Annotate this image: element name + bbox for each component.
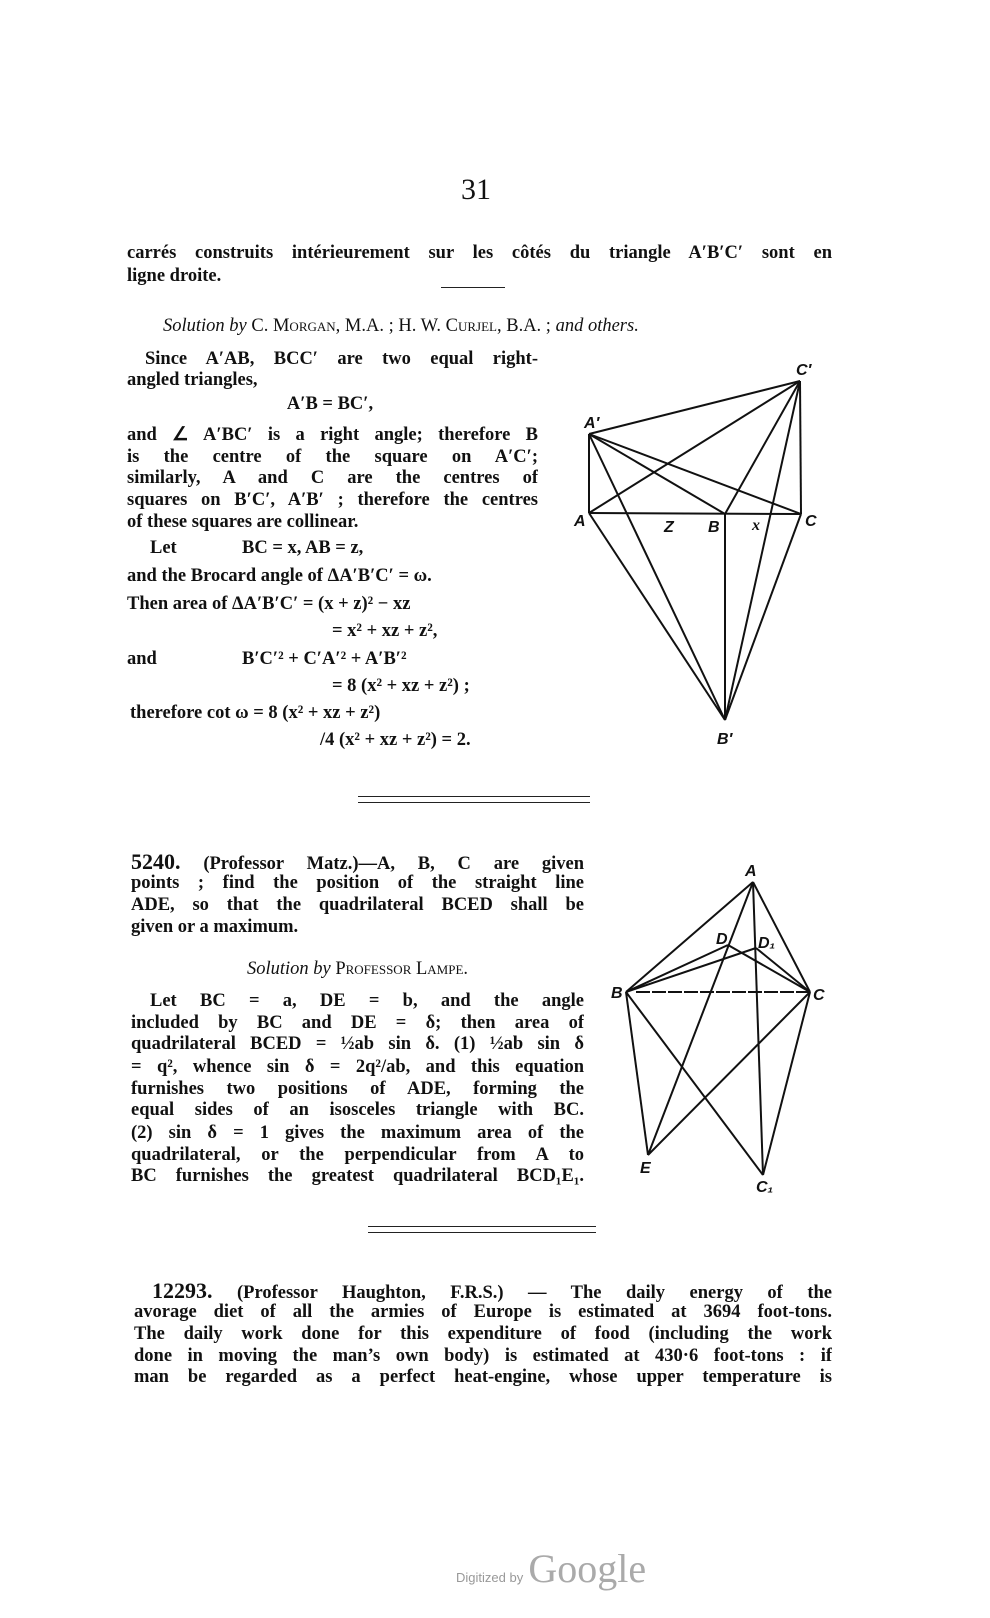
problem-line: man be regarded as a perfect heat-engine, whose upper temperature is: [134, 1367, 832, 1387]
problem-line: avorage diet of all the armies of Europe is estimated at 3694 foot-tons.: [134, 1302, 832, 1322]
text-line: of these squares are collinear.: [127, 512, 359, 532]
author: C. Morgan, M.A. ;: [251, 316, 394, 336]
problem-number: 12293.: [152, 1280, 213, 1302]
label-a-prime: A′: [584, 415, 600, 432]
label-a: A: [745, 863, 757, 880]
problem-line: given or a maximum.: [131, 917, 299, 937]
and-others: and others.: [555, 316, 639, 336]
problem-text: (Professor Haughton, F.R.S.) — The daily energy of the: [236, 1283, 832, 1302]
text-line: quadrilateral BCED = ½ab sin δ. (1) ½ab sin δ: [131, 1034, 584, 1054]
text-line: squares on B′C′, A′B′ ; therefore the centres: [127, 490, 538, 510]
page-number: 31: [461, 173, 491, 206]
digitized-by-text: Digitized by: [456, 1570, 524, 1585]
label-e: E: [640, 1160, 651, 1177]
problem-line: done in moving the man’s own body) is estimated at 430·6 foot-tons : if: [134, 1346, 832, 1366]
figure-squares-triangle: [573, 362, 817, 748]
equation: B′C′² + C′A′² + A′B′²: [242, 649, 407, 669]
label-z: Z: [664, 519, 674, 536]
text-line: quadrilateral, or the perpendicular from A to: [131, 1145, 584, 1165]
text-line: included by BC and DE = δ; then area of: [131, 1013, 584, 1033]
text-line: and ∠ A′BC′ is a right angle; therefore B: [127, 425, 538, 445]
problem-number: 5240.: [131, 851, 181, 873]
label-c1: C₁: [756, 1179, 774, 1196]
figure-quadrilateral: [611, 863, 825, 1196]
equation: therefore cot ω = 8 (x² + xz + z²): [130, 703, 381, 723]
label-c-prime: C′: [796, 362, 812, 379]
intro-line: ligne droite.: [127, 266, 222, 286]
solution-by: Solution by: [246, 959, 331, 979]
text-line: and the Brocard angle of ΔA′B′C′ = ω.: [127, 566, 432, 586]
text-line: Since A′AB, BCC′ are two equal right-: [145, 349, 538, 369]
text-line: (2) sin δ = 1 gives the maximum area of the: [131, 1123, 584, 1143]
label-d: D: [716, 931, 728, 948]
digitized-by-watermark: [456, 1545, 646, 1592]
google-logo: Google: [528, 1546, 647, 1591]
text-line: = q², whence sin δ = 2q²/ab, and this equation: [131, 1057, 584, 1077]
text-line: and: [127, 649, 157, 669]
problem-text: (Professor Matz.)—A, B, C are given: [203, 854, 584, 873]
equation: = 8 (x² + xz + z²) ;: [332, 676, 470, 696]
label-b: B: [611, 985, 623, 1002]
author: Professor Lampe.: [335, 959, 469, 979]
equation: Then area of ΔA′B′C′ = (x + z)² − xz: [127, 594, 411, 614]
text-line: Let BC = a, DE = b, and the angle: [150, 991, 584, 1011]
problem-line: The daily work done for this expenditure of food (including the work: [134, 1324, 832, 1344]
label-a: A: [574, 513, 586, 530]
problem-line: points ; find the position of the straight line: [131, 873, 584, 893]
intro-line: carrés construits intérieurement sur les côtés du triangle A′B′C′ sont en: [127, 243, 832, 263]
text-line: BC furnishes the greatest quadrilateral BCD₁E₁.: [131, 1166, 584, 1186]
label-b: B: [708, 519, 720, 536]
label-c: C: [813, 987, 825, 1004]
text-line: similarly, A and C are the centres of: [127, 468, 538, 488]
problem-line: ADE, so that the quadrilateral BCED shall be: [131, 895, 584, 915]
equation: BC = x, AB = z,: [242, 538, 364, 558]
label-b-prime: B′: [717, 731, 733, 748]
text-line: equal sides of an isosceles triangle with BC.: [131, 1100, 584, 1120]
text-line: furnishes two positions of ADE, forming the: [131, 1079, 584, 1099]
author: H. W. Curjel, B.A. ;: [398, 316, 551, 336]
equation: = x² + xz + z²,: [332, 621, 438, 641]
label-c: C: [805, 513, 817, 530]
label-x: x: [752, 517, 760, 534]
label-d1: D₁: [758, 935, 776, 952]
text-line: is the centre of the square on A′C′;: [127, 447, 538, 467]
text-line: Let: [150, 538, 177, 558]
equation: /4 (x² + xz + z²) = 2.: [320, 730, 471, 750]
text-line: angled triangles,: [127, 370, 258, 390]
solution-by: Solution by: [163, 316, 247, 336]
equation: A′B = BC′,: [286, 394, 374, 414]
